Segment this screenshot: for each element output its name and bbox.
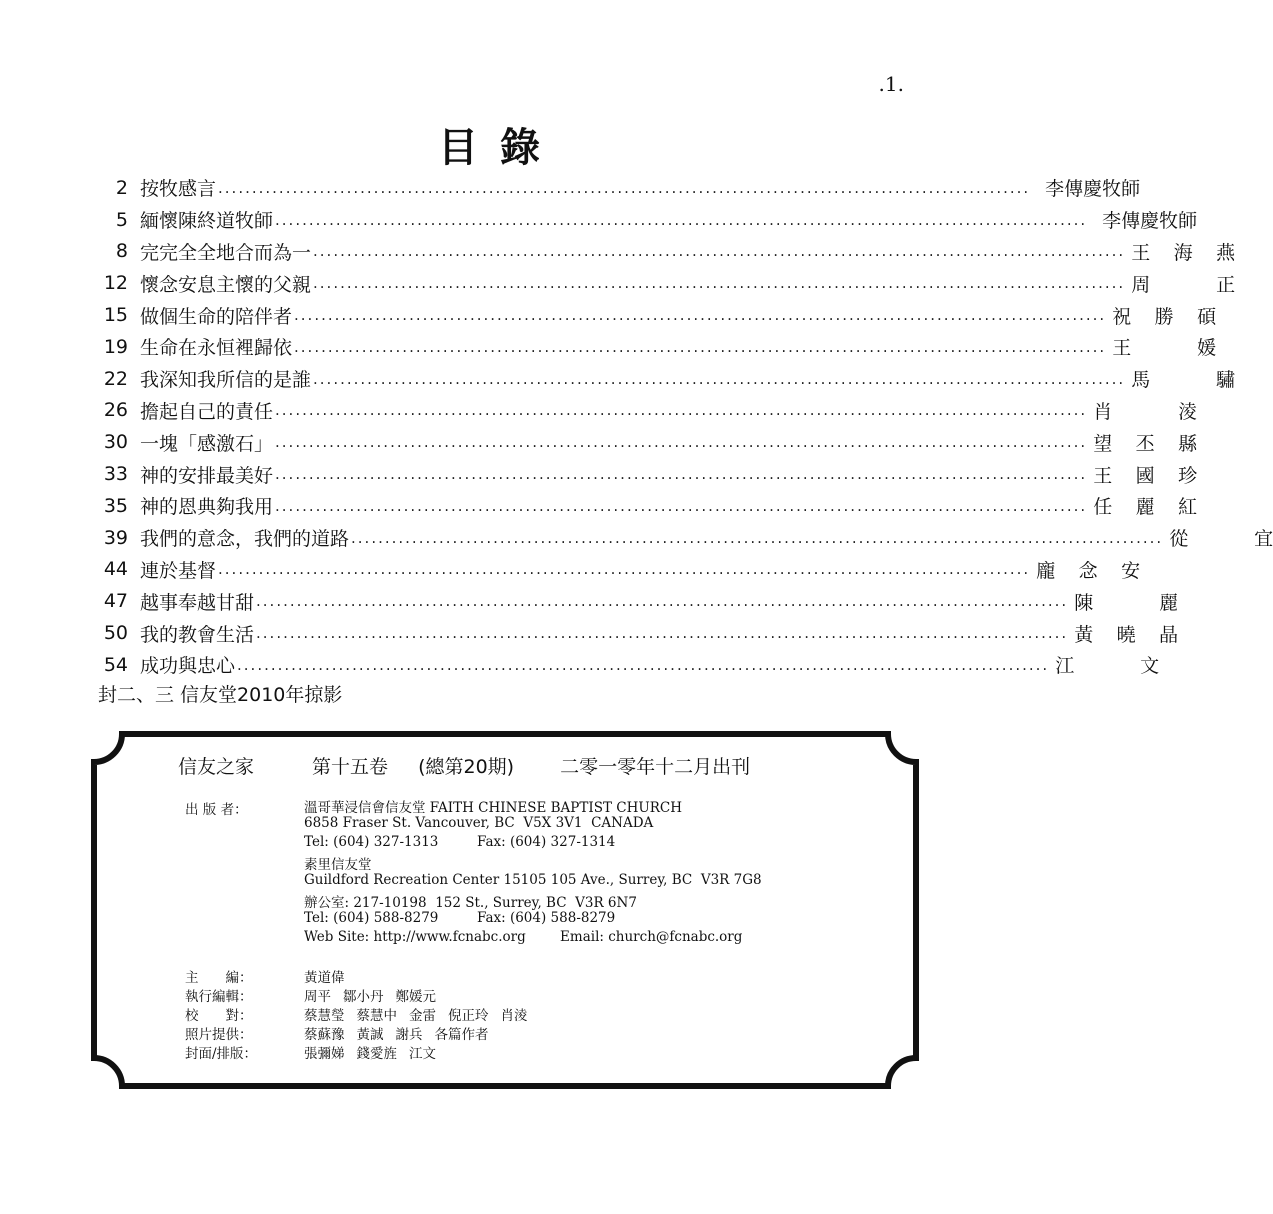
toc-author-char: 念 [1078,559,1098,582]
toc-page-number: 2 [115,176,128,199]
toc-leader-dots: ........................................................................................................................ [218,178,1031,197]
toc-leader-dots: ........................................................................................................................ [275,401,1088,420]
publisher-line: Tel: (604) 327-1313 Fax: (604) 327-1314 [304,834,616,850]
toc-author [1112,333,1216,360]
credit-names [304,966,357,986]
toc-page-number: 8 [115,240,128,263]
credit-name: 鄒小丹 [343,989,384,1005]
toc-title: 懷念安息主懷的父親 [140,273,312,296]
toc-author-char: 從 [1169,528,1189,551]
toc-row [98,204,1198,236]
toc-page-number: 19 [103,335,128,358]
toc-leader-dots: ........................................................................................................................ [313,274,1126,293]
toc-author-char: 文 [1140,655,1160,678]
toc-title: 我深知我所信的是誰 [140,369,312,392]
credit-name: 黃道偉 [304,970,345,986]
toc-author-char: 李傳慶牧師 [1045,178,1141,201]
toc-row [98,267,1236,299]
publisher-label: 出 版 者： [185,802,248,818]
toc-author-char: 丕 [1135,432,1155,455]
toc-title: 一塊「感激石」 [140,432,274,455]
toc-title: 神的恩典夠我用 [140,496,274,519]
toc-page-number: 22 [103,367,128,390]
toc-author [1036,174,1140,201]
toc-author [1036,556,1140,583]
toc-page-number: 44 [103,558,128,581]
page-number: .1. [878,72,904,96]
toc-row [98,363,1236,395]
publisher-line: 素里信友堂 [304,857,372,873]
toc-author-char: 任 [1093,496,1113,519]
toc-row [98,585,1179,617]
toc-title: 做個生命的陪伴者 [140,305,293,328]
toc-author-char: 淩 [1178,400,1198,423]
publisher-line: 辦公室: 217-10198 152 St., Surrey, BC V3R 6N7 [304,895,637,911]
toc-page-number: 30 [103,431,128,454]
credit-name: 蔡蘇豫 [304,1027,345,1043]
toc-leader-dots: ........................................................................................................................ [294,337,1107,356]
publisher-line: 6858 Fraser St. Vancouver, BC V5X 3V1 CANADA [304,815,654,831]
toc-author-char: 紅 [1178,496,1198,519]
credit-names [304,985,448,1005]
toc-author-char: 祝 [1112,305,1132,328]
issue-date: 二零一零年十二月出刊 [560,756,751,778]
toc-row [98,426,1198,458]
toc-author [1112,302,1216,329]
toc-title: 按牧感言 [140,178,217,201]
toc-page-number: 47 [103,590,128,613]
toc-row [98,617,1179,649]
credit-label: 封面/排版： [185,1046,258,1062]
toc-author [1131,270,1235,297]
toc-title: 連於基督 [140,559,217,582]
publisher-line: Web Site: http://www.fcnabc.org Email: church@fcnabc.org [304,929,743,945]
issue-volume: 第十五卷 [312,756,389,778]
toc-author-char: 周 [1131,273,1151,296]
toc-author [1093,492,1197,519]
toc-leader-dots: ........................................................................................................................ [218,560,1031,579]
toc-author-char: 李傳慶牧師 [1102,210,1198,233]
toc-author-char: 勝 [1154,305,1174,328]
toc-row [98,172,1141,204]
toc-author [1093,397,1197,424]
toc-title: 完完全全地合而為一 [140,241,312,264]
toc-title: 神的安排最美好 [140,464,274,487]
toc-title: 緬懷陳終道牧師 [140,210,274,233]
toc-leader-dots: ........................................................................................................................ [275,465,1088,484]
toc-author-char: 麗 [1159,591,1179,614]
toc-leader-dots: ........................................................................................................................ [275,496,1088,515]
toc-author-char: 安 [1121,559,1141,582]
toc-author-char: 陳 [1074,591,1094,614]
credit-name: 金雷 [409,1008,436,1024]
publication-info-box [90,730,920,1090]
toc-leader-dots: ........................................................................................................................ [313,369,1126,388]
toc-author-char: 海 [1173,241,1193,264]
toc-author-char: 龐 [1036,559,1056,582]
toc-extra-entry: 封二、三 信友堂2010年掠影 [98,684,343,706]
toc-author-char: 縣 [1178,432,1198,455]
toc-leader-dots: ........................................................................................................................ [256,592,1069,611]
toc-title: 生命在永恒裡歸依 [140,337,293,360]
toc-author-char: 江 [1055,655,1075,678]
toc-title: 越事奉越甘甜 [140,591,255,614]
toc-row [98,299,1217,331]
toc-author [1131,238,1235,265]
page-title: 目錄 [438,125,562,171]
issue-number: (總第20期) [418,756,515,778]
toc-page-number: 5 [115,208,128,231]
toc-leader-dots: ........................................................................................................................ [275,210,1088,229]
publisher-line: Guildford Recreation Center 15105 105 Ave., Surrey, BC V3R 7G8 [304,872,762,888]
toc-page-number: 39 [103,526,128,549]
toc-page-number: 54 [103,653,128,676]
credit-name: 周平 [304,989,331,1005]
toc-author-char: 馬 [1131,369,1151,392]
toc-author-char: 碩 [1197,305,1217,328]
toc-title: 成功與忠心 [140,655,236,678]
toc-author-char: 王 [1112,337,1132,360]
credit-names [304,1023,501,1043]
toc-row [98,522,1273,554]
toc-author-char: 驌 [1216,369,1236,392]
issue-line [178,752,750,779]
toc-author-char: 正 [1216,273,1236,296]
toc-author [1131,365,1235,392]
credit-name: 鄭媛元 [395,989,436,1005]
toc-author-char: 麗 [1135,496,1155,519]
toc-leader-dots: ........................................................................................................................ [313,242,1126,261]
credit-name: 謝兵 [395,1027,423,1043]
credit-name: 肖淩 [500,1008,528,1024]
toc-author-char: 曉 [1116,623,1136,646]
toc-author [1093,429,1197,456]
toc-title: 我的教會生活 [140,623,255,646]
toc-page-number: 26 [103,399,128,422]
toc-author-char: 晶 [1159,623,1179,646]
toc-page-number: 35 [103,494,128,517]
credit-name: 各篇作者 [434,1027,489,1043]
toc-row [98,490,1198,522]
toc-row [98,236,1236,268]
credit-label: 執行編輯： [185,989,253,1005]
toc-author [1093,461,1197,488]
toc-leader-dots: ........................................................................................................................ [294,306,1107,325]
toc-author [1055,651,1159,678]
toc-author-char: 望 [1093,432,1113,455]
credit-label: 校 對： [185,1008,253,1024]
toc-leader-dots: ........................................................................................................................ [351,528,1164,547]
toc-title: 擔起自己的責任 [140,400,274,423]
toc-author-char: 宜 [1254,528,1273,551]
credit-name: 張彌娣 [304,1046,345,1062]
toc-row [98,554,1141,586]
toc-author [1074,620,1178,647]
credit-label: 照片提供： [185,1027,253,1043]
toc-row [98,331,1217,363]
issue-name: 信友之家 [178,756,255,778]
publisher-line: 溫哥華浸信會信友堂 FAITH CHINESE BAPTIST CHURCH [304,800,683,816]
credit-names [304,1042,448,1062]
toc-author-char: 王 [1131,241,1151,264]
toc-leader-dots: ........................................................................................................................ [237,655,1050,674]
credit-name: 黃誠 [356,1027,384,1043]
toc-page-number: 50 [103,622,128,645]
credit-name: 江文 [409,1046,436,1062]
toc-author-char: 國 [1135,464,1155,487]
credit-name: 蔡慧瑩 [304,1008,345,1024]
toc-row [98,458,1198,490]
toc-leader-dots: ........................................................................................................................ [275,433,1088,452]
credit-name: 倪正玲 [448,1008,489,1024]
toc-page-number: 15 [103,304,128,327]
toc-author [1169,524,1273,551]
toc-author [1074,588,1178,615]
toc-title: 我們的意念，我們的道路 [140,528,350,551]
toc-author-char: 黃 [1074,623,1094,646]
toc-row [98,649,1160,681]
toc-author-char: 珍 [1178,464,1198,487]
credit-names [304,1004,540,1024]
toc-author-char: 媛 [1197,337,1217,360]
toc-author [1093,206,1197,233]
toc-row [98,395,1198,427]
toc-leader-dots: ........................................................................................................................ [256,624,1069,643]
toc-page-number: 12 [103,272,128,295]
credit-name: 錢愛旌 [356,1046,397,1062]
toc-author-char: 燕 [1216,241,1236,264]
toc-author-char: 王 [1093,464,1113,487]
credit-name: 蔡慧中 [356,1008,397,1024]
publisher-line: Tel: (604) 588-8279 Fax: (604) 588-8279 [304,910,616,926]
credit-label: 主 編： [185,970,253,986]
table-of-contents [98,172,1273,681]
toc-author-char: 肖 [1093,400,1113,423]
toc-page-number: 33 [103,463,128,486]
